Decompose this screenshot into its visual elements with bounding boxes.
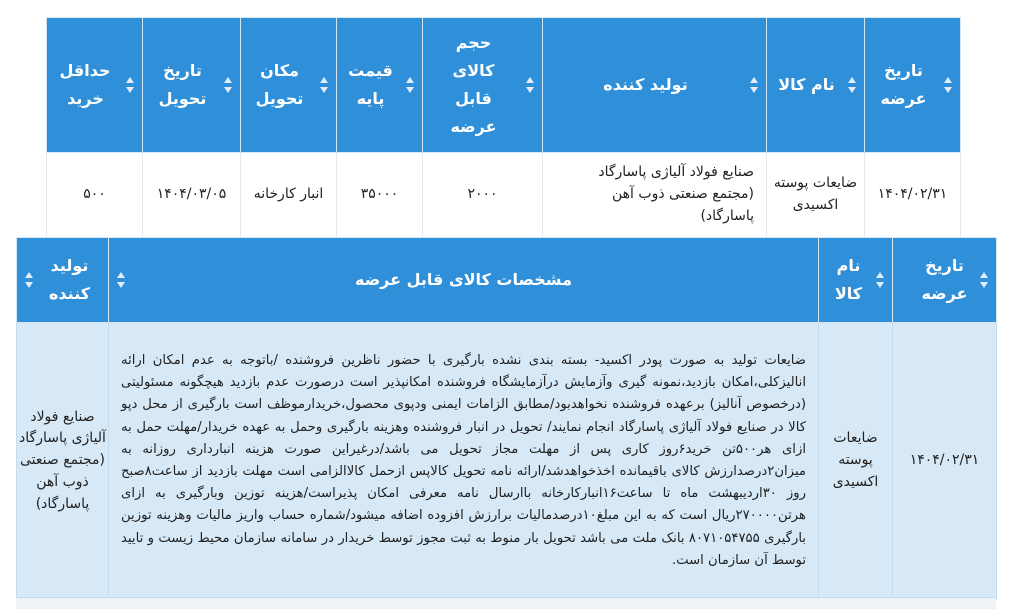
- offer-summary-table: [46, 17, 961, 238]
- header-min-purchase[interactable]: حداقل خرید: [47, 18, 143, 153]
- cell-producer: صنایع فولاد آلیاژی پاسارگاد (مجتمع صنعتی ذوب آهن پاسارگاد): [17, 323, 109, 600]
- sort-icon[interactable]: [126, 77, 134, 93]
- cell-product-name: ضایعات پوسته اکسیدی: [767, 153, 865, 238]
- sort-icon[interactable]: [224, 77, 232, 93]
- sort-icon[interactable]: [876, 272, 884, 288]
- table-header-row: [47, 18, 961, 153]
- header-base-price[interactable]: قیمت پایه: [337, 18, 423, 153]
- table-row: [47, 153, 961, 238]
- cell-base-price: ۳۵۰۰۰: [337, 153, 423, 238]
- header-producer[interactable]: تولید کننده: [17, 238, 109, 323]
- sort-icon[interactable]: [25, 272, 33, 288]
- header-product-name[interactable]: نام کالا: [819, 238, 893, 323]
- header-delivery-place[interactable]: مکان تحویل: [241, 18, 337, 153]
- sort-icon[interactable]: [406, 77, 414, 93]
- cell-offer-date: ۱۴۰۴/۰۲/۳۱: [893, 323, 997, 600]
- cell-volume: ۲۰۰۰: [423, 153, 543, 238]
- header-specs[interactable]: مشخصات کالای قابل عرضه: [109, 238, 819, 323]
- cell-producer: صنایع فولاد آلیاژی پاسارگاد (مجتمع صنعتی ذوب آهن پاسارگاد): [543, 153, 767, 238]
- table-row: [17, 323, 997, 600]
- cell-offer-date: ۱۴۰۴/۰۲/۳۱: [865, 153, 961, 238]
- header-producer[interactable]: تولید کننده: [543, 18, 767, 153]
- header-offer-date[interactable]: تاریخ عرضه: [893, 238, 997, 323]
- sort-icon[interactable]: [526, 77, 534, 93]
- sort-icon[interactable]: [320, 77, 328, 93]
- cell-delivery-place: انبار کارخانه: [241, 153, 337, 238]
- header-delivery-date[interactable]: تاریخ تحویل: [143, 18, 241, 153]
- header-offer-date[interactable]: تاریخ عرضه: [865, 18, 961, 153]
- sort-icon[interactable]: [980, 272, 988, 288]
- cell-min-purchase: ۵۰۰: [47, 153, 143, 238]
- sort-icon[interactable]: [944, 77, 952, 93]
- sort-icon[interactable]: [848, 77, 856, 93]
- table-header-row: [17, 238, 997, 323]
- sort-icon[interactable]: [117, 272, 125, 288]
- cell-specs: ضایعات تولید به صورت پودر اکسید- بسته بندی نشده بارگیری با حضور ناظرین فروشنده /باتوجه به عدم امکان ارائه انالیزکلی،امکان بازدید،نمونه گیری وآزمایش درآزمایشگاه فروشنده امکانپذیر است درصورت عدم بازدید هیچگونه مسئولیتی (درخصوص آنالیز) برعهده فروشنده نخواهدبود/مطابق الزامات ایمنی ودپوی محصول،خریدارموظف است بارگیری از محل دپو کالا در صنایع فولاد آلیاژی پاسارگاد انجام نمایند/ تحویل در انبار فروشنده وهزینه بارگیری وحمل به عهده خریدار/مهلت حمل به ازای هر۵۰۰تن خرید۶روز کاری پس از مهلت مجاز تحویل می باشد/درغیراین صورت هزینه انبارداری روزانه به میزان۲درصدارزش کالای باقیمانده اخذخواهدشد/ارائه نامه تحویل کالاپس ازحمل کالاالزامی است مهلت بازدید از ساعت۸صبح روز ۳۰اردیبهشت ماه تا ساعت۱۶انبارکارخانه باارسال نامه معرفی امکان پذیراست/هزینه توزین وبارگیری به ازای هرتن۲۷۰۰۰۰ریال است که به این مبلغ۱۰درصدمالیات برارزش افزوده اضافه میشود/شماره حساب واریز مالیات وهزینه توزین بارگیری ۸۰۷۱۰۵۴۷۵۵ بانک ملت می باشد تحویل بار منوط به ثبت مجوز توسط خریدار در سامانه سازمان محیط زیست و تایید توسط آن سازمان است.: [109, 323, 819, 600]
- sort-icon[interactable]: [750, 77, 758, 93]
- header-volume[interactable]: حجم کالای قابل عرضه: [423, 18, 543, 153]
- offer-details-table: [16, 237, 997, 600]
- header-product-name[interactable]: نام کالا: [767, 18, 865, 153]
- cell-product-name: ضایعات پوسته اکسیدی: [819, 323, 893, 600]
- next-row-edge: [16, 597, 996, 609]
- cell-delivery-date: ۱۴۰۴/۰۳/۰۵: [143, 153, 241, 238]
